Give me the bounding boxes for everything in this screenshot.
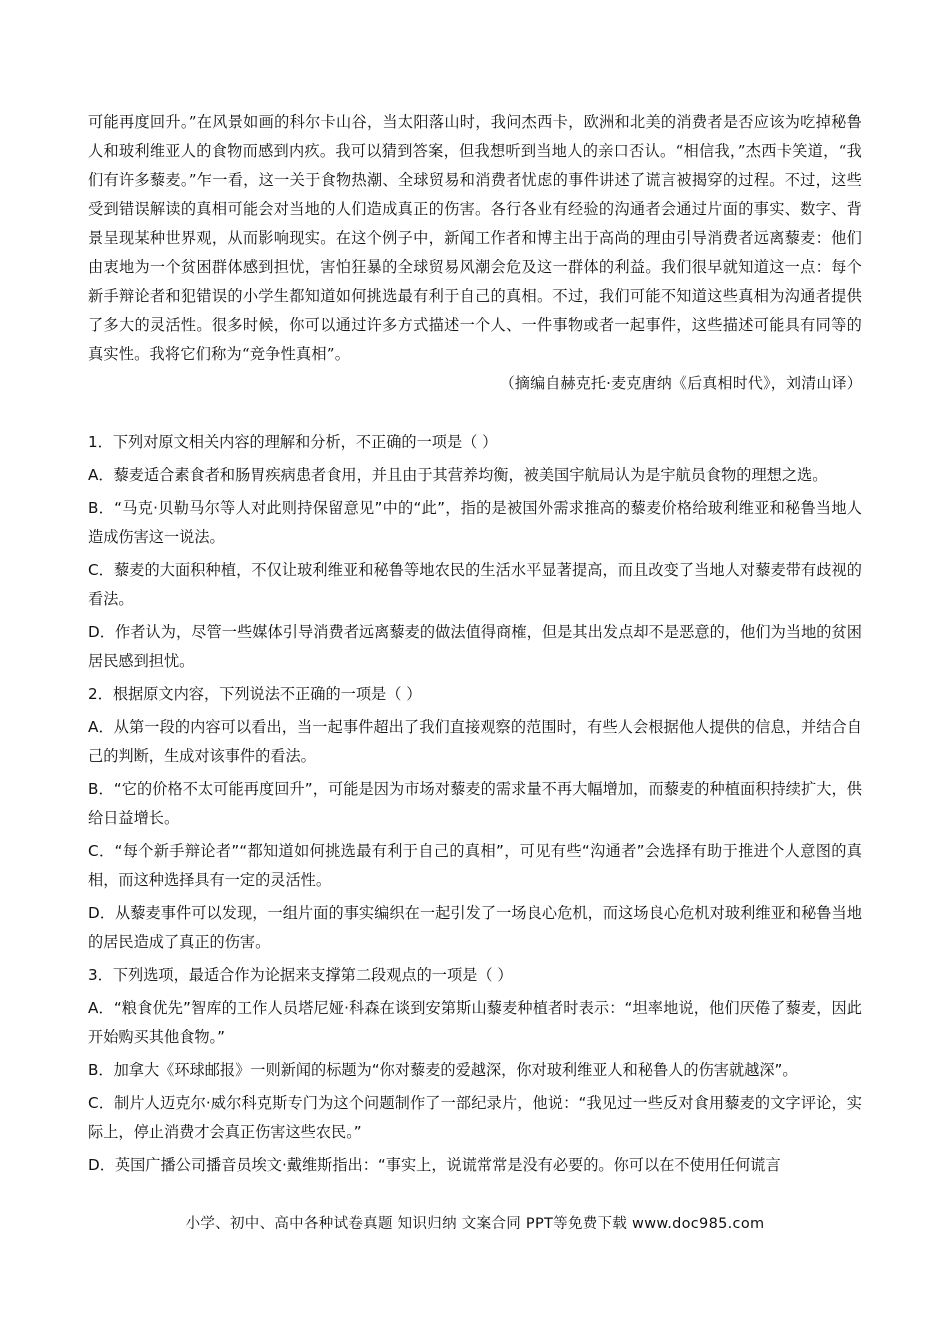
question-3 [88, 961, 862, 1180]
option-a: A．藜麦适合素食者和肠胃疾病患者食用，并且由于其营养均衡，被美国宇航局认为是宇航员食物的理想之选。 [88, 466, 828, 484]
passage-paragraph: 可能再度回升。”在风景如画的科尔卡山谷，当太阳落山时，我问杰西卡，欧洲和北美的消费者是否应该为吃掉秘鲁人和玻利维亚人的食物而感到内疚。我可以猜到答案，但我想听到当地人的亲口否认。“相信我，”杰西卡笑道，“我们有许多藜麦。”乍一看，这一关于食物热潮、全球贸易和消费者忧虑的事件讲述了谎言被揭穿的过程。不过，这些受到错误解读的真相可能会对当地的人们造成真正的伤害。各行各业有经验的沟通者会通过片面的事实、数字、背景呈现某种世界观，从而影响现实。在这个例子中，新闻工作者和博主出于高尚的理由引导消费者远离藜麦：他们由衷地为一个贫困群体感到担忧，害怕狂暴的全球贸易风潮会危及这一群体的利益。我们很早就知道这一点：每个新手辩论者和犯错误的小学生都知道如何挑选最有利于自己的真相。不过，我们可能不知道这些真相为沟通者提供了多大的灵活性。很多时候，你可以通过许多方式描述一个人、一件事物或者一起事件，这些描述可能具有同等的真实性。我将它们称为“竞争性真相”。 [88, 113, 862, 363]
option-d: D．从藜麦事件可以发现，一组片面的事实编织在一起引发了一场良心危机，而这场良心危机对玻利维亚和秘鲁当地的居民造成了真正的伤害。 [88, 904, 862, 951]
option-c: C．“每个新手辩论者”“都知道如何挑选最有利于自己的真相”，可见有些“沟通者”会选择有助于推进个人意图的真相，而这种选择具有一定的灵活性。 [88, 842, 862, 889]
question-stem: 1．下列对原文相关内容的理解和分析，不正确的一项是（ ） [88, 433, 498, 451]
passage-source: （摘编自赫克托·麦克唐纳《后真相时代》，刘清山译） [499, 374, 862, 392]
question-list [88, 428, 862, 1184]
question-stem: 3．下列选项，最适合作为论据来支撑第二段观点的一项是（ ） [88, 966, 513, 984]
option-b: B．“它的价格不太可能再度回升”，可能是因为市场对藜麦的需求量不再大幅增加，而藜麦的种植面积持续扩大，供给日益增长。 [88, 780, 862, 827]
question-1 [88, 428, 862, 676]
reading-passage [88, 108, 862, 398]
option-c: C．制片人迈克尔·威尔科克斯专门为这个问题制作了一部纪录片，他说：“我见过一些反对食用藜麦的文字评论，实际上，停止消费才会真正伤害这些农民。” [88, 1094, 862, 1141]
option-c: C．藜麦的大面积种植，不仅让玻利维亚和秘鲁等地农民的生活水平显著提高，而且改变了当地人对藜麦带有歧视的看法。 [88, 561, 862, 608]
question-stem: 2．根据原文内容，下列说法不正确的一项是（ ） [88, 685, 422, 703]
question-2 [88, 680, 862, 957]
option-b: B．“马克·贝勒马尔等人对此则持保留意见”中的“此”，指的是被国外需求推高的藜麦价格给玻利维亚和秘鲁当地人造成伤害这一说法。 [88, 499, 862, 546]
option-d: D．英国广播公司播音员埃文·戴维斯指出：“事实上，说谎常常是没有必要的。你可以在不使用任何谎言 [88, 1156, 781, 1174]
page-footer: 小学、初中、高中各种试卷真题 知识归纳 文案合同 PPT等免费下载 www.doc985.com [185, 1216, 765, 1232]
option-a: A．“粮食优先”智库的工作人员塔尼娅·科森在谈到安第斯山藜麦种植者时表示：“坦率地说，他们厌倦了藜麦，因此开始购买其他食物。” [88, 999, 862, 1046]
option-a: A．从第一段的内容可以看出，当一起事件超出了我们直接观察的范围时，有些人会根据他人提供的信息，并结合自己的判断，生成对该事件的看法。 [88, 718, 862, 765]
option-b: B．加拿大《环球邮报》一则新闻的标题为“你对藜麦的爱越深，你对玻利维亚人和秘鲁人的伤害就越深”。 [88, 1061, 798, 1079]
option-d: D．作者认为，尽管一些媒体引导消费者远离藜麦的做法值得商榷，但是其出发点却不是恶意的，他们为当地的贫困居民感到担忧。 [88, 623, 862, 670]
